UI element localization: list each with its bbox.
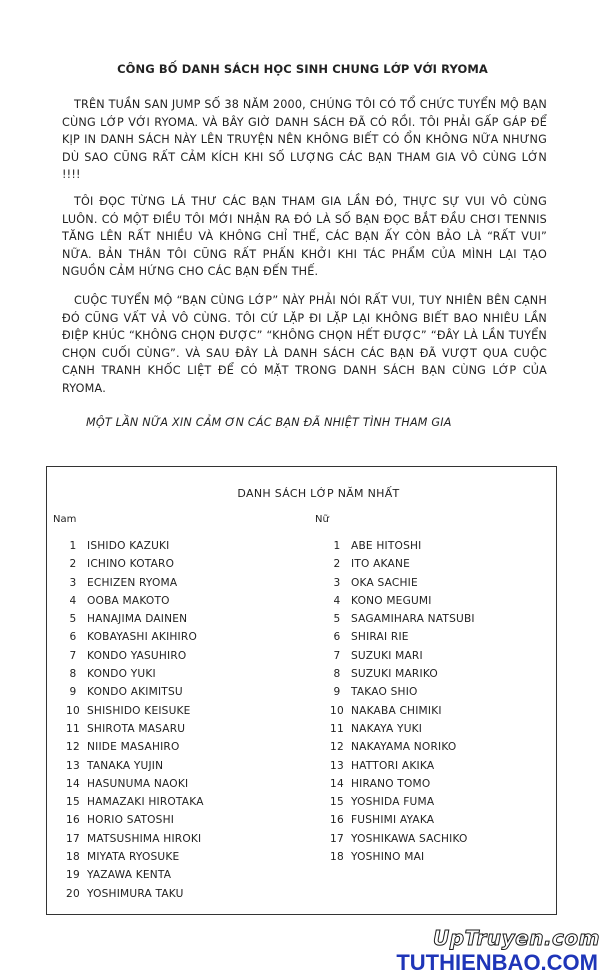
list-item [323, 793, 475, 811]
student-name: TAKAO SHIO [351, 686, 418, 699]
student-name: SAGAMIHARA NATSUBI [351, 613, 475, 626]
boys-list [59, 537, 204, 903]
list-item [59, 848, 204, 866]
list-item [323, 720, 475, 738]
student-name: HAMAZAKI HIROTAKA [87, 796, 204, 809]
student-name: MATSUSHIMA HIROKI [87, 832, 202, 845]
list-item [59, 830, 204, 848]
student-number: 18 [66, 851, 80, 864]
student-name: FUSHIMI AYAKA [351, 814, 435, 827]
student-name: ECHIZEN RYOMA [87, 576, 178, 589]
student-name: KONO MEGUMI [351, 594, 432, 607]
intro-paragraph: TRÊN TUẦN SAN JUMP SỐ 38 NĂM 2000, CHÚNG TÔI CÓ TỔ CHỨC TUYỂN MỘ BẠN CÙNG LỚP VỚI RYOMA. VÀ BÂY GIỜ DANH SÁCH ĐÃ CÓ RỒI. TÔI PHẢI GẤP GÁP ĐỂ KỊP IN DANH SÁCH NÀY LÊN TRUYỆN NÊN KHÔNG BIẾT CÓ ỔN KHÔNG NỮA NHƯNG DÙ SAO CŨNG RẤT CẢM KÍCH KHI SỐ LƯỢNG CÁC BẠN THAM GIA VÔ CÙNG LỚN !!!! [62, 98, 547, 182]
student-number: 10 [66, 704, 80, 717]
student-name: YOSHIKAWA SACHIKO [351, 832, 468, 845]
uptruyen-watermark: UpTruyen.com [433, 926, 600, 950]
class-list-box [46, 466, 557, 915]
list-item [59, 555, 204, 573]
list-item [323, 683, 475, 701]
student-number: 5 [333, 613, 341, 626]
student-number: 14 [66, 777, 80, 790]
student-name: NAKAYAMA NORIKO [351, 741, 457, 754]
list-item [323, 757, 475, 775]
student-number: 3 [69, 576, 77, 589]
class-list-title: DANH SÁCH LỚP NĂM NHẤT [237, 487, 400, 500]
list-item [323, 811, 475, 829]
list-item [323, 775, 475, 793]
student-name: HASUNUMA NAOKI [87, 777, 189, 790]
student-number: 14 [330, 777, 344, 790]
student-name: KOBAYASHI AKIHIRO [87, 631, 197, 644]
student-name: ISHIDO KAZUKI [87, 540, 170, 552]
student-number: 15 [330, 796, 344, 809]
student-number: 13 [66, 759, 80, 772]
student-number: 10 [330, 704, 344, 717]
list-item [59, 885, 204, 903]
list-item [59, 683, 204, 701]
page-title: CÔNG BỐ DANH SÁCH HỌC SINH CHUNG LỚP VỚI RYOMA [117, 62, 488, 76]
list-item [59, 610, 204, 628]
student-name: MIYATA RYOSUKE [87, 851, 180, 864]
student-number: 12 [66, 741, 80, 754]
list-item [59, 702, 204, 720]
list-item [59, 720, 204, 738]
list-item [59, 811, 204, 829]
student-name: SHIRAI RIE [351, 631, 409, 644]
student-name: SHISHIDO KEISUKE [87, 704, 191, 717]
student-number: 20 [66, 887, 80, 900]
student-name: KONDO AKIMITSU [87, 686, 183, 699]
student-number: 17 [330, 832, 344, 845]
student-number: 4 [69, 594, 77, 607]
list-item [59, 793, 204, 811]
student-name: KONDO YASUHIRO [87, 649, 187, 662]
list-item [323, 592, 475, 610]
list-item [59, 866, 204, 884]
student-name: TANAKA YUJIN [87, 759, 164, 772]
selection-paragraph: CUỘC TUYỂN MỘ “BẠN CÙNG LỚP” NÀY PHẢI NÓI RẤT VUI, TUY NHIÊN BÊN CẠNH ĐÓ CŨNG VẤT VẢ VÔ CÙNG. TÔI CỨ LẶP ĐI LẶP LẠI KHÔNG BIẾT BAO NHIÊU LẦN ĐIỆP KHÚC “KHÔNG CHỌN ĐƯỢC” “KHÔNG CHỌN HẾT ĐƯỢC” “ĐÂY LÀ LẦN TUYỂN CHỌN CUỐI CÙNG”. VÀ SAU ĐÂY LÀ DANH SÁCH CÁC BẠN ĐÃ VƯỢT QUA CUỘC CẠNH TRANH KHỐC LIỆT ĐỂ CÓ MẶT TRONG DANH SÁCH BẠN CÙNG LỚP CỦA RYOMA. [62, 294, 547, 395]
student-number: 11 [330, 722, 344, 735]
list-item [323, 610, 475, 628]
list-item [323, 628, 475, 646]
girls-list [323, 537, 475, 866]
student-number: 9 [333, 686, 341, 699]
student-name: NIIDE MASAHIRO [87, 741, 180, 754]
student-name: YOSHIMURA TAKU [87, 887, 184, 900]
student-number: 6 [69, 631, 77, 644]
list-item [323, 848, 475, 866]
list-item [59, 647, 204, 665]
boys-column-header: Nam [53, 514, 77, 525]
student-number: 9 [69, 686, 77, 699]
student-number: 2 [69, 558, 77, 571]
student-number: 19 [66, 869, 80, 882]
list-item [323, 537, 475, 555]
student-number: 18 [330, 851, 344, 864]
list-item [323, 665, 475, 683]
student-number: 12 [330, 741, 344, 754]
student-name: SHIROTA MASARU [87, 722, 186, 735]
student-number: 2 [333, 558, 341, 571]
student-number: 1 [69, 540, 77, 552]
student-name: HORIO SATOSHI [87, 814, 175, 827]
student-number: 8 [333, 668, 341, 681]
list-item [323, 702, 475, 720]
student-name: SUZUKI MARIKO [351, 668, 438, 681]
student-name: SUZUKI MARI [351, 649, 423, 662]
list-item [59, 537, 204, 555]
student-number: 16 [66, 814, 80, 827]
list-item [323, 555, 475, 573]
student-number: 7 [333, 649, 341, 662]
student-number: 5 [69, 613, 77, 626]
tuthienbao-watermark: TUTHIENBAO.COM [396, 950, 598, 975]
student-name: YOSHINO MAI [351, 851, 425, 864]
list-item [59, 592, 204, 610]
student-name: KONDO YUKI [87, 668, 156, 681]
list-item [59, 665, 204, 683]
list-item [59, 775, 204, 793]
student-name: ICHINO KOTARO [87, 558, 175, 571]
student-name: HANAJIMA DAINEN [87, 613, 188, 626]
student-number: 7 [69, 649, 77, 662]
student-number: 6 [333, 631, 341, 644]
list-item [59, 574, 204, 592]
list-item [59, 738, 204, 756]
list-item [323, 738, 475, 756]
student-number: 1 [333, 540, 341, 552]
student-number: 11 [66, 722, 80, 735]
student-name: YAZAWA KENTA [87, 869, 172, 882]
student-name: OOBA MAKOTO [87, 594, 170, 607]
student-number: 13 [330, 759, 344, 772]
student-number: 4 [333, 594, 341, 607]
student-name: HIRANO TOMO [351, 777, 431, 790]
student-number: 3 [333, 576, 341, 589]
student-name: OKA SACHIE [351, 576, 418, 589]
student-number: 17 [66, 832, 80, 845]
student-name: NAKABA CHIMIKI [351, 704, 442, 717]
list-item [59, 757, 204, 775]
student-number: 8 [69, 668, 77, 681]
letters-paragraph: TÔI ĐỌC TỪNG LÁ THƯ CÁC BẠN THAM GIA LẦN ĐÓ, THỰC SỰ VUI VÔ CÙNG LUÔN. CÓ MỘT ĐIỀU TÔI MỚI NHẬN RA ĐÓ LÀ SỐ BẠN ĐỌC BẮT ĐẦU CHƠI TENNIS TĂNG LÊN RẤT NHIỀU VÀ KHÔNG CHỈ THẾ, CÁC BẠN ẤY CÒN BẢO LÀ “RẤT VUI” NỮA. BẢN THÂN TÔI CŨNG RẤT PHẤN KHỞI KHI TÁC PHẨM CỦA MÌNH LẠI TẠO NGUỒN CẢM HỨNG CHO CÁC BẠN ĐẾN THẾ. [62, 195, 547, 279]
student-number: 15 [66, 796, 80, 809]
student-name: ABE HITOSHI [351, 540, 422, 552]
list-item [323, 830, 475, 848]
list-item [323, 647, 475, 665]
girls-column-header: Nữ [315, 514, 329, 525]
student-name: ITO AKANE [351, 558, 410, 571]
closing-thanks: MỘT LẦN NỮA XIN CẢM ƠN CÁC BẠN ĐÃ NHIỆT TÌNH THAM GIA [86, 416, 452, 429]
student-number: 16 [330, 814, 344, 827]
list-item [59, 628, 204, 646]
student-name: YOSHIDA FUMA [351, 796, 435, 809]
list-item [323, 574, 475, 592]
student-name: NAKAYA YUKI [351, 722, 423, 735]
student-name: HATTORI AKIKA [351, 759, 435, 772]
